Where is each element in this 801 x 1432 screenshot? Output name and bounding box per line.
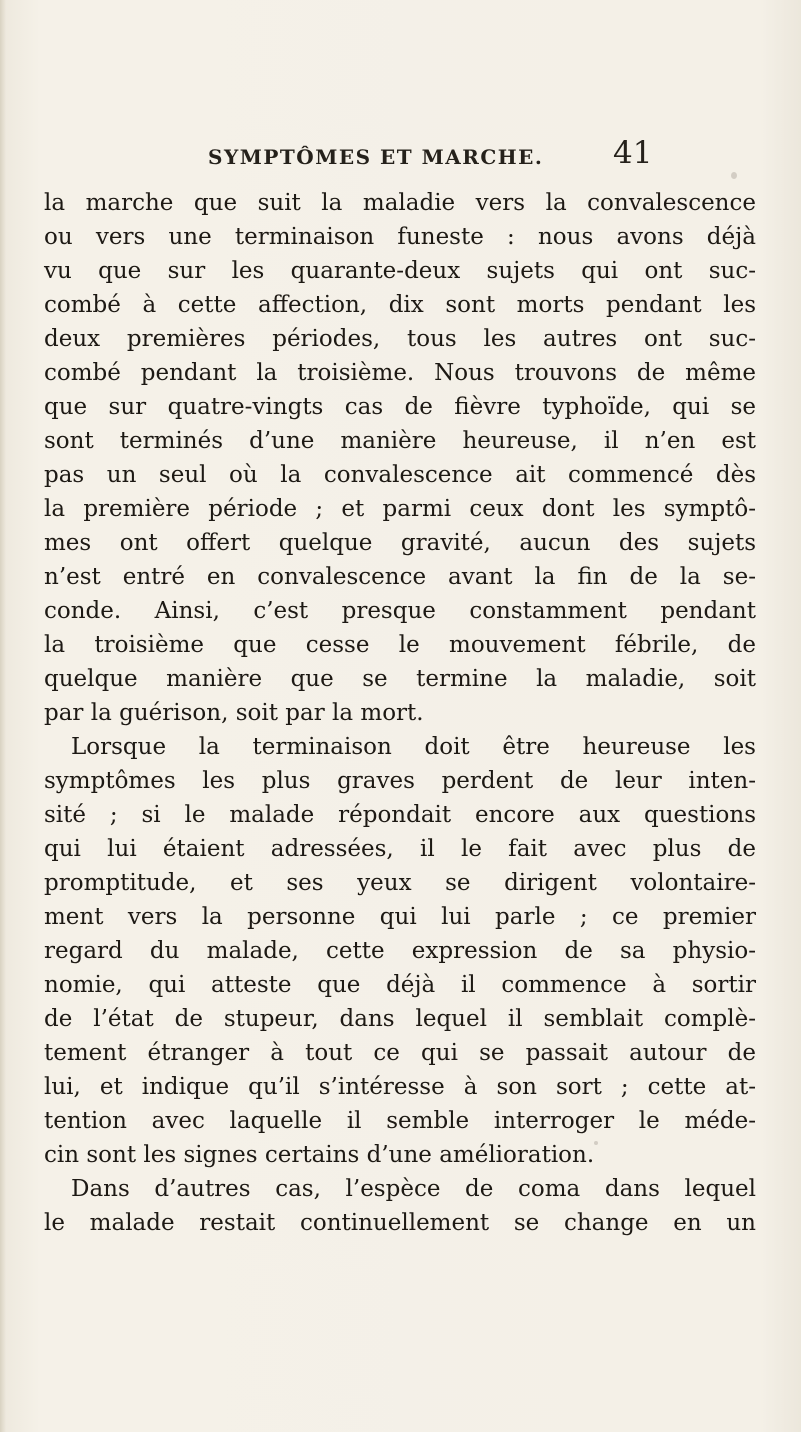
body-line: par la guérison, soit par la mort. — [44, 700, 424, 726]
body-line: Dans d’autres cas, l’espèce de coma dans lequel — [71, 1176, 756, 1202]
body-line: le malade restait continuellement se change en un — [44, 1210, 756, 1236]
page-number: 41 — [613, 135, 653, 171]
body-line: nomie, qui atteste que déjà il commence à sortir — [44, 972, 756, 998]
body-line: la marche que suit la maladie vers la convalescence — [44, 190, 756, 216]
body-line: que sur quatre-vingts cas de fièvre typhoïde, qui se — [44, 394, 756, 420]
body-line: conde. Ainsi, c’est presque constamment pendant — [44, 598, 756, 624]
ink-speck — [731, 172, 737, 179]
body-line: Lorsque la terminaison doit être heureuse les — [71, 734, 756, 760]
ink-speck — [53, 1158, 56, 1161]
running-head — [208, 137, 668, 177]
body-line: la troisième que cesse le mouvement fébrile, de — [44, 632, 756, 658]
body-line: quelque manière que se termine la maladie, soit — [44, 666, 756, 692]
body-line: la première période ; et parmi ceux dont les symptô- — [44, 496, 756, 522]
body-line: n’est entré en convalescence avant la fin de la se- — [44, 564, 756, 590]
ink-speck — [594, 1141, 598, 1145]
body-line: pas un seul où la convalescence ait commencé dès — [44, 462, 756, 488]
body-line: tention avec laquelle il semble interroger le méde- — [44, 1108, 756, 1134]
body-line: cin sont les signes certains d’une amélioration. — [44, 1142, 595, 1168]
body-line: vu que sur les quarante-deux sujets qui ont suc- — [44, 258, 756, 284]
page-edge-shadow — [0, 0, 6, 1432]
body-line: qui lui étaient adressées, il le fait avec plus de — [44, 836, 756, 862]
running-title: SYMPTÔMES ET MARCHE. — [208, 145, 544, 169]
body-line: deux premières périodes, tous les autres ont suc- — [44, 326, 756, 352]
body-line: mes ont offert quelque gravité, aucun des sujets — [44, 530, 756, 556]
body-line: combé à cette affection, dix sont morts pendant les — [44, 292, 756, 318]
body-line: de l’état de stupeur, dans lequel il semblait complè- — [44, 1006, 756, 1032]
body-line: combé pendant la troisième. Nous trouvons de même — [44, 360, 756, 386]
body-line: regard du malade, cette expression de sa physio- — [44, 938, 756, 964]
body-line: ment vers la personne qui lui parle ; ce premier — [44, 904, 756, 930]
body-line: tement étranger à tout ce qui se passait autour de — [44, 1040, 756, 1066]
body-line: promptitude, et ses yeux se dirigent volontaire- — [44, 870, 756, 896]
body-line: ou vers une terminaison funeste : nous avons déjà — [44, 224, 756, 250]
body-line: lui, et indique qu’il s’intéresse à son sort ; cette at- — [44, 1074, 756, 1100]
body-line: symptômes les plus graves perdent de leur inten- — [44, 768, 756, 794]
body-line: sont terminés d’une manière heureuse, il n’en est — [44, 428, 756, 454]
body-line: sité ; si le malade répondait encore aux questions — [44, 802, 756, 828]
